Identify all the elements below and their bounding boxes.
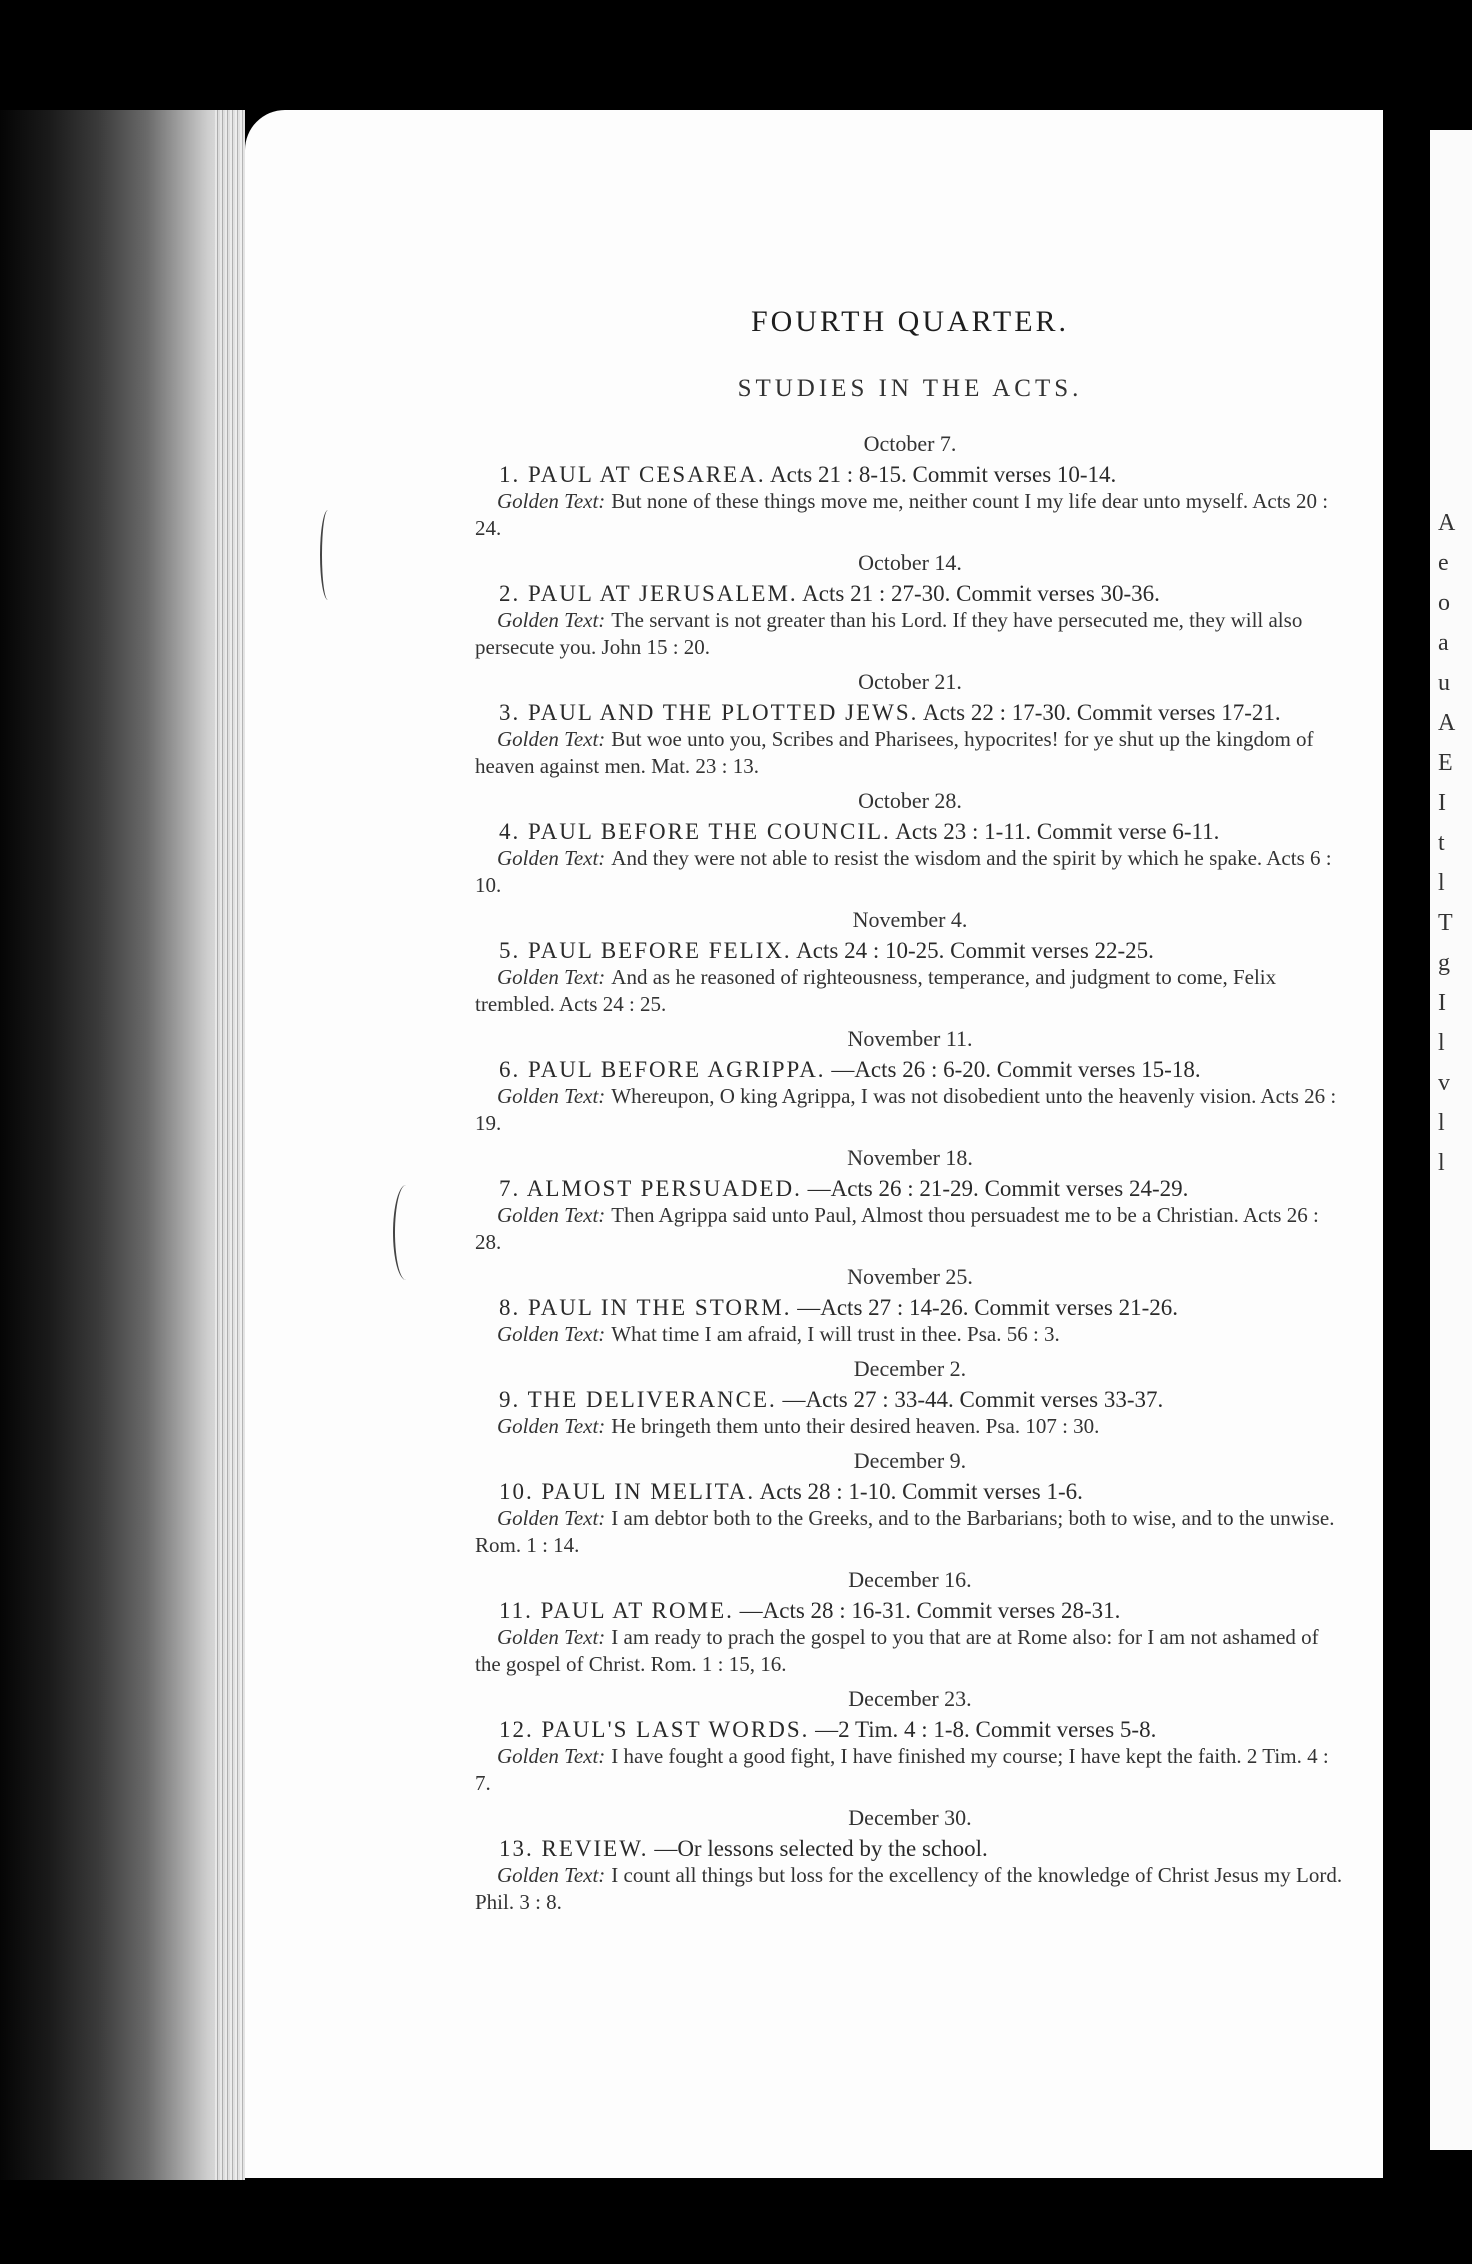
golden-text-label: Golden Text: <box>497 1625 606 1649</box>
lesson-entry <box>475 788 1345 899</box>
page-subheading: STUDIES IN THE ACTS. <box>737 375 1083 402</box>
golden-text-label: Golden Text: <box>497 727 606 751</box>
lesson-commit: Commit verses 5-8. <box>975 1717 1157 1742</box>
lesson-date: November 11. <box>847 1026 973 1051</box>
golden-text <box>475 1624 1345 1678</box>
lesson-line <box>475 1835 1345 1862</box>
golden-text-body: And as he reasoned of righteousness, temperance, and judgment to come, Felix trembled. Acts 24 : 25. <box>475 965 1277 1016</box>
page-blemish <box>393 1185 419 1280</box>
golden-text <box>475 1505 1345 1559</box>
next-page-fragment: e <box>1438 550 1449 576</box>
golden-text <box>475 1743 1345 1797</box>
lesson-entry <box>475 1356 1345 1440</box>
lesson-title: 13. REVIEW. <box>499 1836 649 1861</box>
lesson-title: 5. PAUL BEFORE FELIX. <box>499 938 792 963</box>
lesson-date: October 7. <box>863 431 957 456</box>
golden-text-body: But none of these things move me, neither count I my life dear unto myself. Acts 20 : 24. <box>475 489 1329 540</box>
lesson-reference: Acts 22 : 17-30. <box>922 700 1072 725</box>
lesson-date: November 25. <box>847 1264 973 1289</box>
golden-text-label: Golden Text: <box>497 965 606 989</box>
golden-text-label: Golden Text: <box>497 1863 606 1887</box>
next-page-fragment: o <box>1438 590 1450 616</box>
golden-text-body: I am debtor both to the Greeks, and to the Barbarians; both to wise, and to the unwise. Rom. 1 : 14. <box>475 1506 1335 1557</box>
lesson-line <box>475 699 1345 726</box>
lesson-reference: Acts 23 : 1-11. <box>895 819 1032 844</box>
lesson-date: October 28. <box>858 788 962 813</box>
book-spine-shadow <box>0 110 245 2180</box>
lesson-reference: Acts 28 : 1-10. <box>759 1479 897 1504</box>
golden-text-label: Golden Text: <box>497 1744 606 1768</box>
lesson-line <box>475 1175 1345 1202</box>
next-page-fragment: E <box>1438 750 1453 776</box>
golden-text-body: The servant is not greater than his Lord. If they have persecuted me, they will also persecute you. John 15 : 20. <box>475 608 1303 659</box>
lesson-title: 4. PAUL BEFORE THE COUNCIL. <box>499 819 891 844</box>
lesson-reference: Acts 24 : 10-25. <box>796 938 945 963</box>
lesson-date: December 30. <box>848 1805 972 1830</box>
golden-text-label: Golden Text: <box>497 1414 606 1438</box>
golden-text-label: Golden Text: <box>497 1203 606 1227</box>
golden-text <box>475 607 1345 661</box>
lesson-date: December 9. <box>853 1448 967 1473</box>
golden-text-label: Golden Text: <box>497 608 606 632</box>
golden-text-label: Golden Text: <box>497 1084 606 1108</box>
lesson-line <box>475 1386 1345 1413</box>
lesson-reference: —Acts 26 : 6-20. <box>831 1057 992 1082</box>
lesson-line <box>475 937 1345 964</box>
golden-text-body: He bringeth them unto their desired heaven. Psa. 107 : 30. <box>611 1414 1100 1438</box>
lesson-commit: Commit verses 21-26. <box>974 1295 1178 1320</box>
next-page-fragment: I <box>1438 990 1446 1016</box>
golden-text-body: I count all things but loss for the excellency of the knowledge of Christ Jesus my Lord. Phil. 3 : 8. <box>475 1863 1343 1914</box>
lesson-date: December 16. <box>848 1567 972 1592</box>
golden-text <box>475 1321 1345 1348</box>
next-page-fragment: A <box>1438 510 1456 536</box>
lesson-title: 6. PAUL BEFORE AGRIPPA. <box>499 1057 826 1082</box>
lesson-entry <box>475 1264 1345 1348</box>
book-page <box>245 110 1383 2178</box>
lesson-entry <box>475 1805 1345 1916</box>
lesson-reference: —2 Tim. 4 : 1-8. <box>815 1717 970 1742</box>
lesson-commit: Commit verse 6-11. <box>1036 819 1220 844</box>
lesson-commit: Commit verses 17-21. <box>1076 700 1281 725</box>
lesson-reference: —Acts 27 : 14-26. <box>797 1295 969 1320</box>
page-edges <box>215 110 245 2180</box>
lesson-commit: Commit verses 10-14. <box>912 462 1117 487</box>
golden-text-label: Golden Text: <box>497 1322 606 1346</box>
lesson-entry <box>475 1145 1345 1256</box>
lesson-date: November 18. <box>847 1145 973 1170</box>
lesson-date: October 21. <box>858 669 962 694</box>
lesson-title: 8. PAUL IN THE STORM. <box>499 1295 792 1320</box>
lesson-commit: Commit verses 30-36. <box>956 581 1160 606</box>
lesson-title: 9. THE DELIVERANCE. <box>499 1387 777 1412</box>
lesson-reference: Acts 21 : 8-15. <box>770 462 907 487</box>
lesson-entry <box>475 550 1345 661</box>
next-page-fragment: l <box>1438 870 1445 896</box>
lesson-line <box>475 1716 1345 1743</box>
lesson-title: 1. PAUL AT CESAREA. <box>499 462 766 487</box>
page-heading: FOURTH QUARTER. <box>750 305 1070 338</box>
golden-text-label: Golden Text: <box>497 1506 606 1530</box>
lesson-commit: Commit verses 22-25. <box>950 938 1154 963</box>
next-page-fragment: l <box>1438 1110 1445 1136</box>
golden-text-body: Then Agrippa said unto Paul, Almost thou persuadest me to be a Christian. Acts 26 : 28. <box>475 1203 1319 1254</box>
lesson-title: 10. PAUL IN MELITA. <box>499 1479 756 1504</box>
lesson-entry <box>475 1026 1345 1137</box>
lesson-title: 2. PAUL AT JERUSALEM. <box>499 581 798 606</box>
golden-text <box>475 488 1345 542</box>
lesson-commit: Commit verses 1-6. <box>902 1479 1083 1504</box>
lesson-date: December 23. <box>848 1686 972 1711</box>
next-page-fragment: v <box>1438 1070 1450 1096</box>
next-page-edge <box>1430 130 1472 2150</box>
golden-text <box>475 726 1345 780</box>
golden-text-body: But woe unto you, Scribes and Pharisees, hypocrites! for ye shut up the kingdom of heaven against men. Mat. 23 : 13. <box>475 727 1314 778</box>
golden-text <box>475 1083 1345 1137</box>
next-page-fragment: t <box>1438 830 1445 856</box>
golden-text-body: And they were not able to resist the wisdom and the spirit by which he spake. Acts 6 : 10. <box>475 846 1332 897</box>
lesson-entry <box>475 1567 1345 1678</box>
page-blemish <box>320 510 336 600</box>
lesson-date: October 14. <box>858 550 962 575</box>
next-page-fragment: l <box>1438 1150 1445 1176</box>
lesson-entry <box>475 1448 1345 1559</box>
lesson-line <box>475 580 1345 607</box>
lesson-reference: —Or lessons selected by the school. <box>654 1836 988 1861</box>
lesson-reference: —Acts 28 : 16-31. <box>739 1598 911 1623</box>
lesson-entry <box>475 907 1345 1018</box>
golden-text <box>475 964 1345 1018</box>
next-page-fragment: u <box>1438 670 1450 696</box>
golden-text-body: I have fought a good fight, I have finished my course; I have kept the faith. 2 Tim. 4 : 7. <box>475 1744 1329 1795</box>
lesson-line <box>475 818 1345 845</box>
next-page-fragment: I <box>1438 790 1446 816</box>
lesson-reference: —Acts 26 : 21-29. <box>807 1176 979 1201</box>
lesson-line <box>475 1294 1345 1321</box>
lesson-commit: Commit verses 15-18. <box>996 1057 1201 1082</box>
lesson-entry <box>475 669 1345 780</box>
lesson-line <box>475 1478 1345 1505</box>
golden-text-body: What time I am afraid, I will trust in thee. Psa. 56 : 3. <box>611 1322 1060 1346</box>
lesson-title: 11. PAUL AT ROME. <box>499 1598 734 1623</box>
golden-text <box>475 1862 1345 1916</box>
lesson-reference: Acts 21 : 27-30. <box>802 581 951 606</box>
lesson-commit: Commit verses 24-29. <box>984 1176 1189 1201</box>
lesson-reference: —Acts 27 : 33-44. <box>782 1387 954 1412</box>
next-page-fragment: T <box>1438 910 1453 936</box>
lesson-title: 3. PAUL AND THE PLOTTED JEWS. <box>499 700 919 725</box>
golden-text <box>475 1202 1345 1256</box>
lesson-date: November 4. <box>852 907 968 932</box>
page-content <box>475 305 1345 1920</box>
lesson-list <box>475 431 1345 1916</box>
lesson-commit: Commit verses 33-37. <box>959 1387 1164 1412</box>
next-page-fragment: l <box>1438 1030 1445 1056</box>
golden-text <box>475 1413 1345 1440</box>
lesson-entry <box>475 1686 1345 1797</box>
golden-text-label: Golden Text: <box>497 489 606 513</box>
lesson-commit: Commit verses 28-31. <box>916 1598 1121 1623</box>
golden-text-label: Golden Text: <box>497 846 606 870</box>
lesson-title: 7. ALMOST PERSUADED. <box>499 1176 802 1201</box>
lesson-date: December 2. <box>853 1356 967 1381</box>
lesson-line <box>475 1056 1345 1083</box>
lesson-line <box>475 1597 1345 1624</box>
golden-text-body: Whereupon, O king Agrippa, I was not disobedient unto the heavenly vision. Acts 26 : 19. <box>475 1084 1337 1135</box>
lesson-entry <box>475 431 1345 542</box>
golden-text-body: I am ready to prach the gospel to you that are at Rome also: for I am not ashamed of the gospel of Christ. Rom. 1 : 15, 16. <box>475 1625 1319 1676</box>
next-page-fragment: a <box>1438 630 1449 656</box>
lesson-title: 12. PAUL'S LAST WORDS. <box>499 1717 810 1742</box>
next-page-fragment: g <box>1438 950 1450 976</box>
next-page-fragment: A <box>1438 710 1456 736</box>
lesson-line <box>475 461 1345 488</box>
golden-text <box>475 845 1345 899</box>
